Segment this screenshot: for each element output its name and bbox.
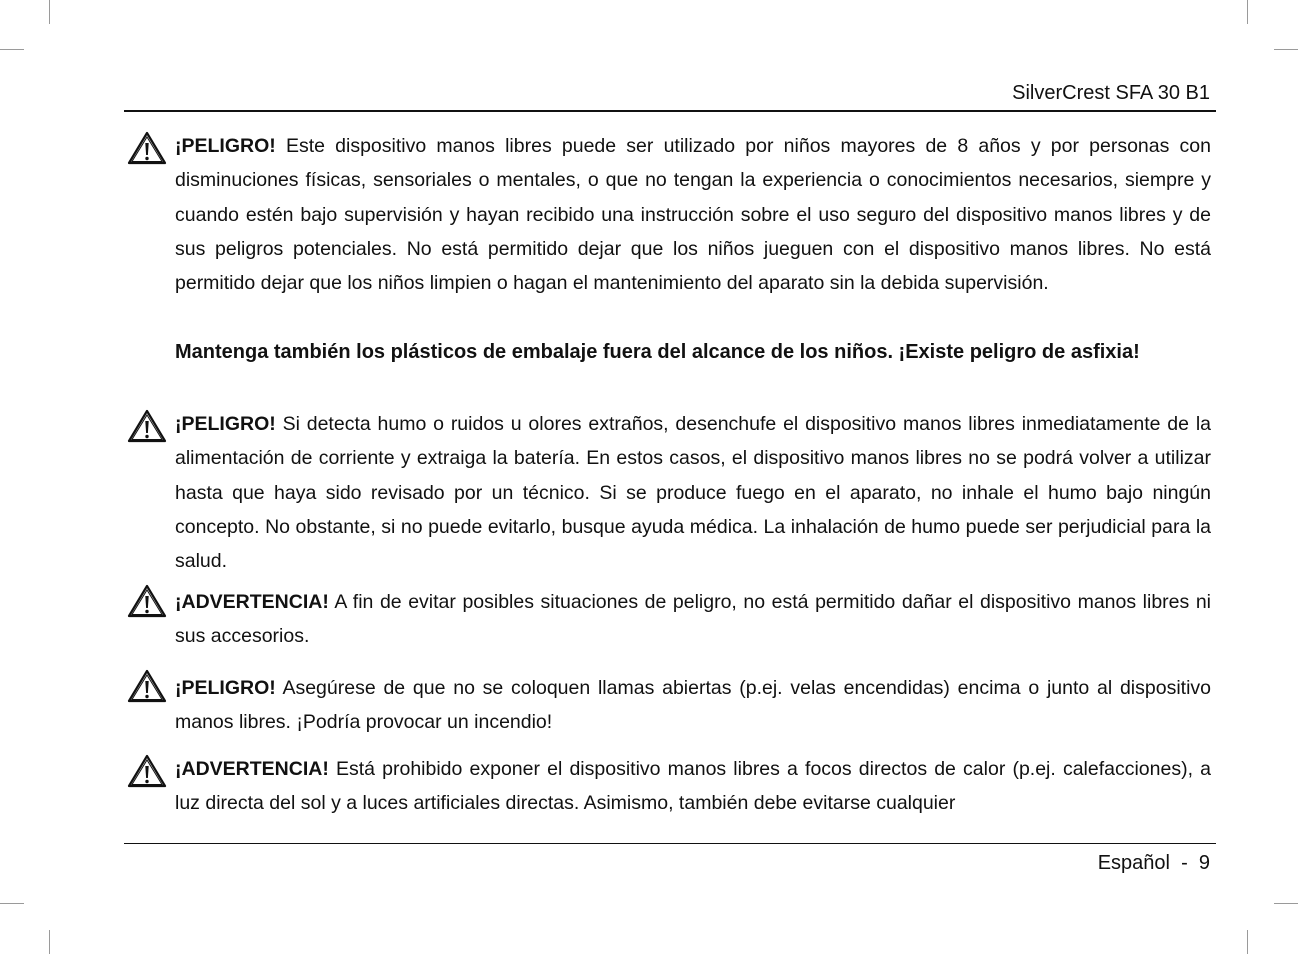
- warning-triangle-icon: [127, 669, 167, 703]
- warning-text: Este dispositivo manos libres puede ser utilizado por niños mayores de 8 años y por personas con disminuciones físicas, sensoriales o mentales, o que no tengan la experiencia o conocimientos necesarios, siempre y cuando estén bajo supervisión y hayan recibido una instrucción sobre el uso seguro del dispositivo manos libres y de sus peligros potenciales. No está permitido dejar que los niños jueguen con el dispositivo manos libres. No está permitido dejar que los niños limpien o hagan el mantenimiento del aparato sin la debida supervisión.: [175, 135, 1211, 295]
- crop-mark: [49, 0, 50, 24]
- warning-paragraph: [175, 407, 1211, 578]
- warning-label: ¡PELIGRO!: [175, 677, 276, 699]
- warning-label: ¡ADVERTENCIA!: [175, 758, 329, 780]
- crop-mark: [1247, 0, 1248, 24]
- crop-mark: [1274, 903, 1298, 904]
- warning-triangle-icon: [127, 131, 167, 165]
- warning-triangle-icon: [127, 409, 167, 443]
- header-rule: [124, 110, 1216, 112]
- warning-triangle-icon: [127, 754, 167, 788]
- crop-mark: [0, 903, 24, 904]
- warning-triangle-icon: [127, 584, 167, 618]
- warning-label: ¡PELIGRO!: [175, 413, 276, 435]
- crop-mark: [0, 49, 24, 50]
- suffocation-note: Mantenga también los plásticos de embalaje fuera del alcance de los niños. ¡Existe peligro de asfixia!: [175, 341, 1140, 363]
- warning-text: Asegúrese de que no se coloquen llamas abiertas (p.ej. velas encendidas) encima o junto al dispositivo manos libres. ¡Podría provocar un incendio!: [175, 677, 1211, 734]
- warning-text: Si detecta humo o ruidos u olores extraños, desenchufe el dispositivo manos libres inmediatamente de la alimentación de corriente y extraiga la batería. En estos casos, el dispositivo manos libres no se podrá volver a utilizar hasta que haya sido revisado por un técnico. Si se produce fuego en el aparato, no inhale el humo bajo ningún concepto. No obstante, si no puede evitarlo, busque ayuda médica. La inhalación de humo puede ser perjudicial para la salud.: [175, 413, 1211, 573]
- warning-paragraph: [175, 129, 1211, 300]
- crop-mark: [1274, 49, 1298, 50]
- warning-text: A fin de evitar posibles situaciones de peligro, no está permitido dañar el dispositivo manos libres ni sus accesorios.: [175, 591, 1211, 648]
- warning-text: Está prohibido exponer el dispositivo manos libres a focos directos de calor (p.ej. calefacciones), a luz directa del sol y a luces artificiales directas. Asimismo, también debe evitarse cualquier: [175, 758, 1211, 815]
- warning-paragraph: [175, 671, 1211, 740]
- crop-mark: [49, 930, 50, 954]
- page-number: Español - 9: [1097, 852, 1210, 874]
- warning-label: ¡PELIGRO!: [175, 135, 276, 157]
- crop-mark: [1247, 930, 1248, 954]
- page-header-title: SilverCrest SFA 30 B1: [1012, 82, 1210, 104]
- footer-rule: [124, 843, 1216, 844]
- warning-paragraph: [175, 585, 1211, 654]
- warning-label: ¡ADVERTENCIA!: [175, 591, 329, 613]
- warning-paragraph: [175, 752, 1211, 821]
